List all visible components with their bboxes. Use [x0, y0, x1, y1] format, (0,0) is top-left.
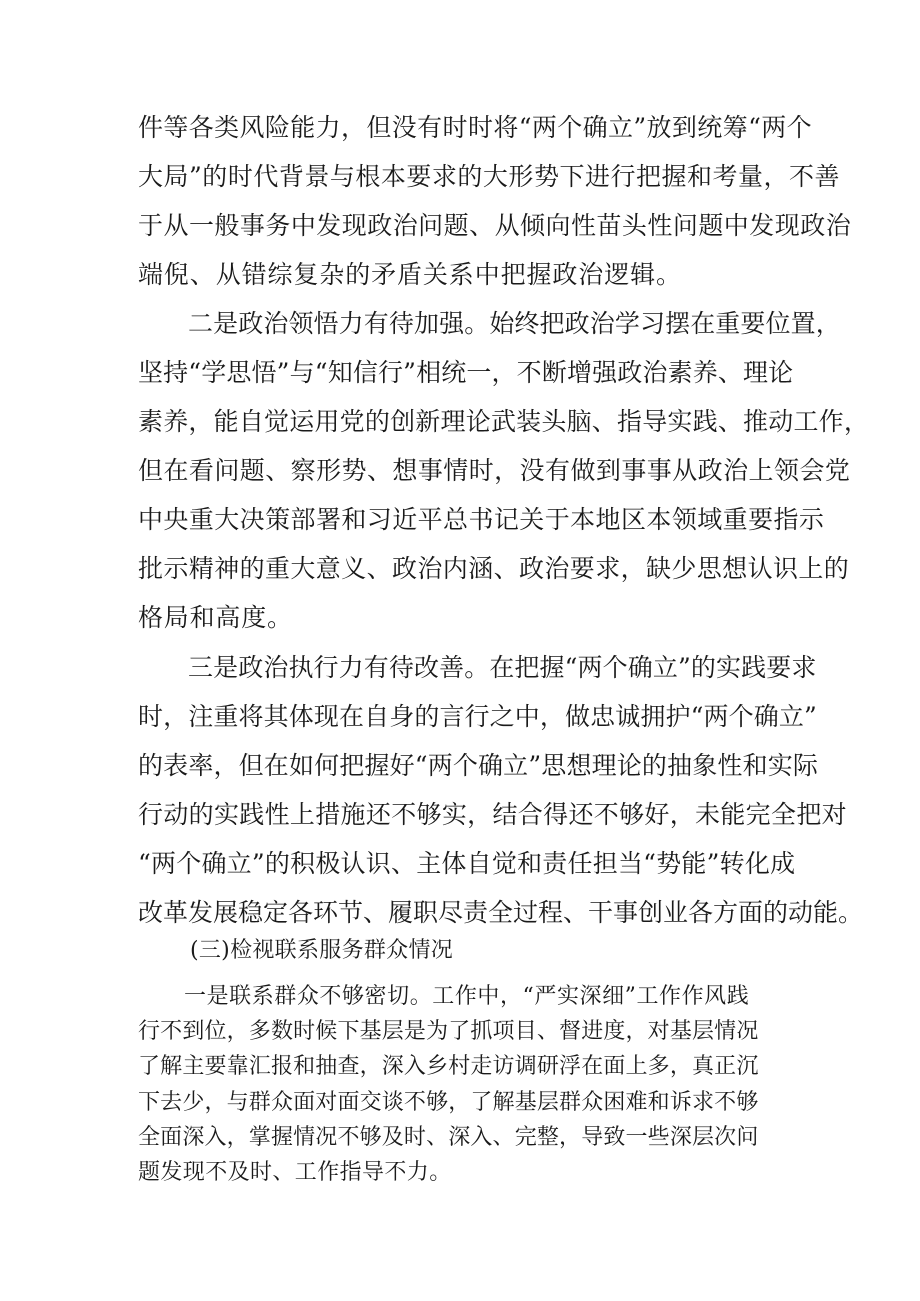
paragraph-3-line-1: 三是政治执行力有待改善。在把握“两个确立”的实践要求	[188, 653, 817, 682]
paragraph-4-line-3: 了解主要靠汇报和抽查，深入乡村走访调研浮在面上多，真正沉	[138, 1054, 759, 1079]
paragraph-2-line-3: 素养，能自觉运用党的创新理论武装头脑、指导实践、推动工作，	[138, 407, 870, 436]
paragraph-2-line-7: 格局和高度。	[138, 603, 293, 632]
paragraph-2-line-1: 二是政治领悟力有待加强。始终把政治学习摆在重要位置，	[188, 309, 841, 338]
paragraph-1-line-4: 端倪、从错综复杂的矛盾关系中把握政治逻辑。	[138, 260, 682, 289]
paragraph-4-line-5: 全面深入，掌握情况不够及时、深入、完整，导致一些深层次问	[138, 1125, 759, 1150]
paragraph-2-line-4: 但在看问题、察形势、想事情时，没有做到事事从政治上领会党	[138, 456, 851, 485]
paragraph-4-line-4: 下去少，与群众面对面交谈不够，了解基层群众困难和诉求不够	[138, 1090, 759, 1115]
paragraph-1-line-1: 件等各类风险能力，但没有时时将“两个确立”放到统筹“两个	[138, 113, 812, 142]
paragraph-1-line-2: 大局”的时代背景与根本要求的大形势下进行把握和考量，不善	[138, 162, 841, 191]
paragraph-4-line-1: 一是联系群众不够密切。工作中，“严实深细”工作作风践	[184, 984, 750, 1009]
paragraph-3-line-4: 行动的实践性上措施还不够实，结合得还不够好，未能完全把对	[138, 800, 847, 829]
section-heading: (三)检视联系服务群众情况	[190, 938, 454, 963]
paragraph-3-line-2: 时，注重将其体现在自身的言行之中，做忠诚拥护“两个确立”	[138, 702, 817, 731]
paragraph-4-line-6: 题发现不及时、工作指导不力。	[138, 1160, 452, 1185]
paragraph-3-line-3: 的表率，但在如何把握好“两个确立”思想理论的抽象性和实际	[138, 751, 819, 780]
paragraph-1-line-3: 于从一般事务中发现政治问题、从倾向性苗头性问题中发现政治	[138, 211, 852, 240]
paragraph-4-line-2: 行不到位，多数时候下基层是为了抓项目、督进度，对基层情况	[138, 1019, 759, 1044]
paragraph-2-line-6: 批示精神的重大意义、政治内涵、政治要求，缺少思想认识上的	[138, 554, 850, 583]
paragraph-2-line-5: 中央重大决策部署和习近平总书记关于本地区本领域重要指示	[138, 505, 825, 534]
paragraph-2-line-2: 坚持“学思悟”与“知信行”相统一，不断增强政治素养、理论	[138, 358, 794, 387]
paragraph-3-line-6: 改革发展稳定各环节、履职尽责全过程、干事创业各方面的动能。	[138, 898, 864, 927]
paragraph-3-line-5: “两个确立”的积极认识、主体自觉和责任担当“势能”转化成	[138, 849, 796, 878]
